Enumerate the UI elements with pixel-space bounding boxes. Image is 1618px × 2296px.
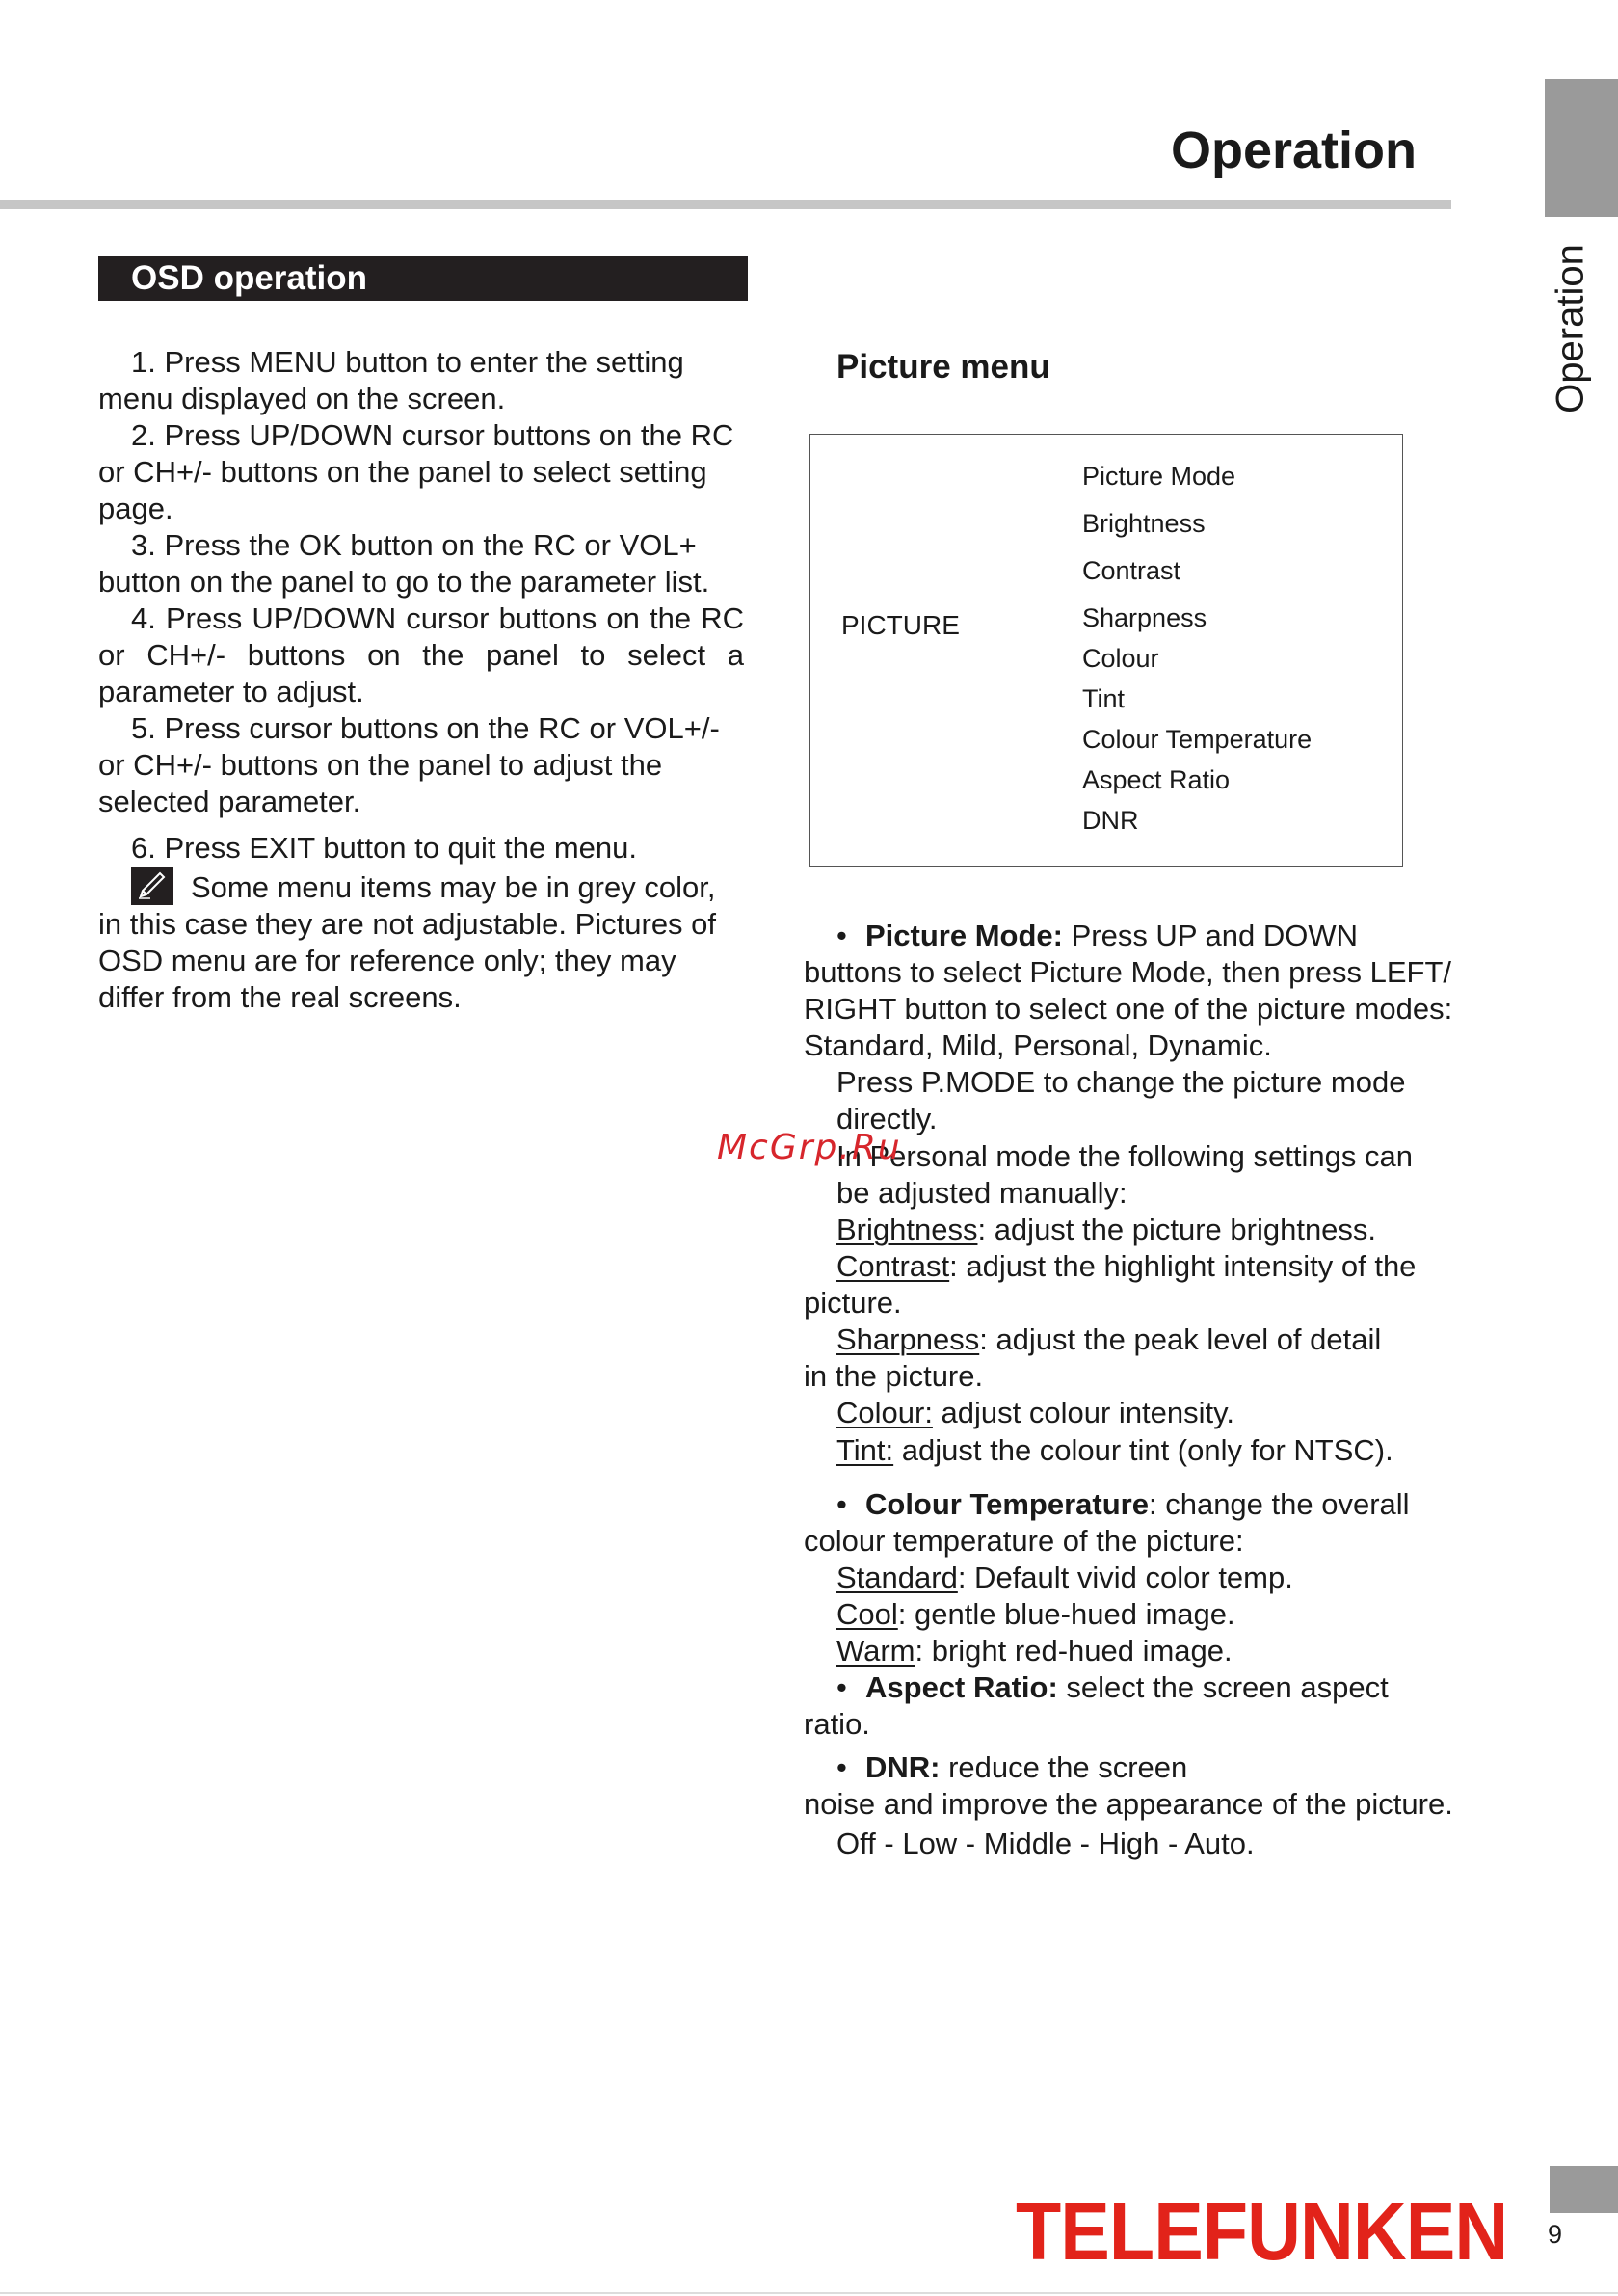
picture-menu-diagram [809,434,1403,867]
dnr-line [836,1749,1511,1786]
aspect-ratio-text: select the screen aspect [1057,1670,1389,1704]
aspect-ratio-label: Aspect Ratio: [865,1670,1058,1704]
colour-label: Colour: [836,1396,933,1429]
menu-option-colour-temperature: Colour Temperature [1082,725,1313,754]
step-2: 2. Press UP/DOWN cursor buttons on the RC or CH+/- buttons on the panel to select setting page. [98,418,734,525]
page-number: 9 [1548,2220,1563,2249]
instructions-column [98,344,744,1016]
contrast-line-cont: picture. [804,1286,902,1320]
note-pencil-icon [131,867,173,905]
brand-logo: TELEFUNKEN [1016,2186,1508,2277]
colour-temperature-cont: colour temperature of the picture: [804,1524,1244,1558]
section-header [98,256,748,301]
menu-category: PICTURE [841,610,960,640]
bullet: • [836,1487,847,1521]
picture-mode-line-3: RIGHT button to select one of the picture modes: [804,992,1453,1026]
picture-mode-line-5: Press P.MODE to change the picture mode [836,1065,1406,1099]
note-paragraph [98,867,744,1016]
picture-mode-line-4: Standard, Mild, Personal, Dynamic. [804,1028,1272,1062]
bullet: • [836,919,847,952]
cool-text: : gentle blue-hued image. [897,1597,1235,1631]
note-text: Some menu items may be in grey color, in this case they are not adjustable. Pictures of OSD menu are for reference only; they may differ from the real screens. [98,870,717,1014]
side-tab-block [1545,79,1618,217]
menu-option-colour: Colour [1082,644,1159,673]
side-tab-label: Operation [1549,244,1592,414]
colour-temperature-line [836,1486,1511,1523]
picture-mode-line-1 [836,918,1511,954]
section-title: OSD operation [131,259,368,297]
aspect-ratio-line [836,1669,1511,1706]
picture-mode-line-6: directly. [836,1102,938,1135]
cool-label: Cool [836,1597,898,1631]
step-6: 6. Press EXIT button to quit the menu. [131,831,638,865]
side-tab [1532,237,1609,420]
page-title: Operation [1170,121,1417,179]
dnr-cont: noise and improve the appearance of the picture. [804,1787,1453,1821]
warm-label: Warm [836,1634,915,1668]
menu-option-aspect-ratio: Aspect Ratio [1082,765,1231,794]
sharpness-line-cont: in the picture. [804,1359,984,1393]
tint-line [836,1432,1511,1469]
step-5: 5. Press cursor buttons on the RC or VOL+/- or CH+/- buttons on the panel to adjust the selected parameter. [98,711,720,818]
brightness-label: Brightness [836,1213,978,1246]
menu-option-brightness: Brightness [1082,509,1206,538]
step-3: 3. Press the OK button on the RC or VOL+ button on the panel to go to the parameter list. [98,528,710,599]
watermark: McGrp.Ru [717,1128,902,1167]
standard-text: : Default vivid color temp. [957,1561,1293,1594]
dnr-levels: Off - Low - Middle - High - Auto. [836,1827,1255,1860]
aspect-ratio-cont: ratio. [804,1707,870,1741]
bottom-rule [0,2292,1618,2294]
bullet: • [836,1670,847,1704]
header-rule [0,200,1451,209]
menu-option-tint: Tint [1082,684,1126,713]
tint-label: Tint: [836,1433,894,1467]
warm-line [836,1633,1511,1669]
sharpness-line [836,1322,1511,1358]
menu-option-contrast: Contrast [1082,556,1181,585]
picture-mode-label: Picture Mode: [865,919,1063,952]
step-1: 1. Press MENU button to enter the setting menu displayed on the screen. [98,345,684,415]
picture-mode-text: Press UP and DOWN [1062,919,1359,952]
picture-menu-heading: Picture menu [836,348,1050,386]
step-4: 4. Press UP/DOWN cursor buttons on the RC or CH+/- buttons on the panel to select a parameter to adjust. [98,601,744,708]
brightness-text: : adjust the picture brightness. [977,1213,1377,1246]
cool-line [836,1596,1511,1633]
standard-label: Standard [836,1561,958,1594]
dnr-text: reduce the screen [940,1750,1188,1784]
colour-temperature-label: Colour Temperature [865,1487,1149,1521]
brightness-line [836,1212,1511,1248]
picture-mode-line-8: be adjusted manually: [836,1176,1127,1210]
picture-mode-line-7: In Personal mode the following settings can [836,1139,1413,1173]
picture-mode-line-2: buttons to select Picture Mode, then press LEFT/ [804,955,1451,989]
menu-option-dnr: DNR [1082,806,1139,835]
contrast-line [836,1248,1511,1285]
dnr-label: DNR: [865,1750,941,1784]
sharpness-text: : adjust the peak level of detail [979,1322,1382,1356]
contrast-label: Contrast [836,1249,950,1283]
sharpness-label: Sharpness [836,1322,980,1356]
colour-line [836,1395,1511,1431]
menu-option-sharpness: Sharpness [1082,603,1207,632]
standard-line [836,1560,1511,1596]
menu-option-picture-mode: Picture Mode [1082,462,1236,491]
footer-tab-block [1550,2166,1618,2213]
warm-text: : bright red-hued image. [915,1634,1233,1668]
contrast-text: : adjust the highlight intensity of the [949,1249,1417,1283]
colour-temperature-text: : change the overall [1148,1487,1410,1521]
bullet: • [836,1750,847,1784]
colour-text: adjust colour intensity. [932,1396,1234,1429]
tint-text: adjust the colour tint (only for NTSC). [893,1433,1393,1467]
